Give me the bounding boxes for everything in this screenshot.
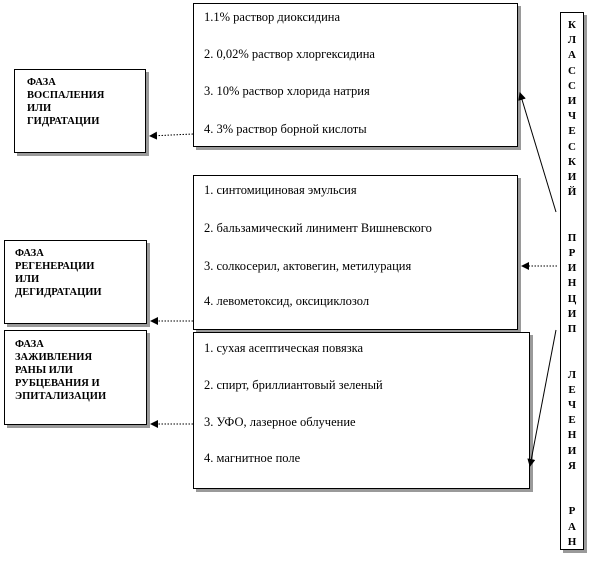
vertical-title-letter: И xyxy=(567,444,577,457)
vertical-title-letter: А xyxy=(568,520,576,533)
list-item: 4. магнитное поле xyxy=(204,451,301,465)
vertical-title-letter: С xyxy=(568,140,576,153)
list-item: 2. спирт, бриллиантовый зеленый xyxy=(204,378,383,392)
vertical-title-letter: С xyxy=(568,79,576,92)
phase-label: ФАЗА ЗАЖИВЛЕНИЯ РАНЫ ИЛИ РУБЦЕВАНИЯ И ЭПИТАЛИЗАЦИИ xyxy=(15,339,107,402)
list-item: 4. левометоксид, оксициклозол xyxy=(204,294,370,308)
vertical-title-letter: Й xyxy=(567,186,577,199)
vertical-title-letter: Р xyxy=(568,505,576,518)
list-item: 1. синтомициновая эмульсия xyxy=(204,183,357,197)
vertical-title-letter: Л xyxy=(567,34,577,47)
vertical-title-letter: И xyxy=(567,307,577,320)
phase-label: ФАЗА ВОСПАЛЕНИЯ ИЛИ ГИДРАТАЦИИ xyxy=(27,77,105,127)
vertical-title-letter: Н xyxy=(567,535,577,548)
vertical-title-letter: Я xyxy=(568,459,576,472)
vertical-title-letter: Ч xyxy=(567,399,577,411)
list-item: 1. сухая асептическая повязка xyxy=(204,341,364,355)
vertical-title-letter: Е xyxy=(568,414,576,427)
list-item: 3. солкосерил, актовегин, метилурация xyxy=(204,259,412,273)
vertical-title-letter: И xyxy=(567,95,577,107)
vertical-title-letter: К xyxy=(568,19,576,31)
list-item: 4. 3% раствор борной кислоты xyxy=(204,122,367,136)
vertical-title-letter: Ч xyxy=(567,110,577,123)
vertical-title-letter: И xyxy=(567,262,577,275)
vertical-title-letter: Е xyxy=(568,125,576,138)
arrow-to-treatment-healing xyxy=(530,330,556,466)
vertical-title-letter: Ц xyxy=(567,292,577,305)
arrow-to-treatment-inflammation xyxy=(520,93,556,212)
vertical-title-letter: К xyxy=(568,155,576,168)
list-item: 3. 10% раствор хлорида натрия xyxy=(204,84,370,98)
list-item: 1.1% раствор диоксидина xyxy=(204,10,340,24)
vertical-title-letter: Р xyxy=(568,247,576,259)
list-item: 2. 0,02% раствор хлоргексидина xyxy=(204,47,375,61)
phase-label: ФАЗА РЕГЕНЕРАЦИИ ИЛИ ДЕГИДРАТАЦИИ xyxy=(15,248,102,298)
vertical-title-letter: А xyxy=(568,49,576,62)
vertical-title-letter: П xyxy=(567,323,577,335)
vertical-title-letter: Н xyxy=(567,429,577,442)
vertical-title-letter: П xyxy=(567,231,577,244)
vertical-title-letter: Л xyxy=(567,368,577,381)
vertical-title-letter: Е xyxy=(568,383,576,396)
list-item: 3. УФО, лазерное облучение xyxy=(204,415,356,429)
list-item: 2. бальзамический линимент Вишневского xyxy=(204,221,432,235)
vertical-title-letter: И xyxy=(567,171,577,183)
arrow-to-phase-inflammation xyxy=(150,134,193,136)
vertical-title-letter: Н xyxy=(567,277,577,290)
vertical-title-letter: С xyxy=(568,64,576,77)
